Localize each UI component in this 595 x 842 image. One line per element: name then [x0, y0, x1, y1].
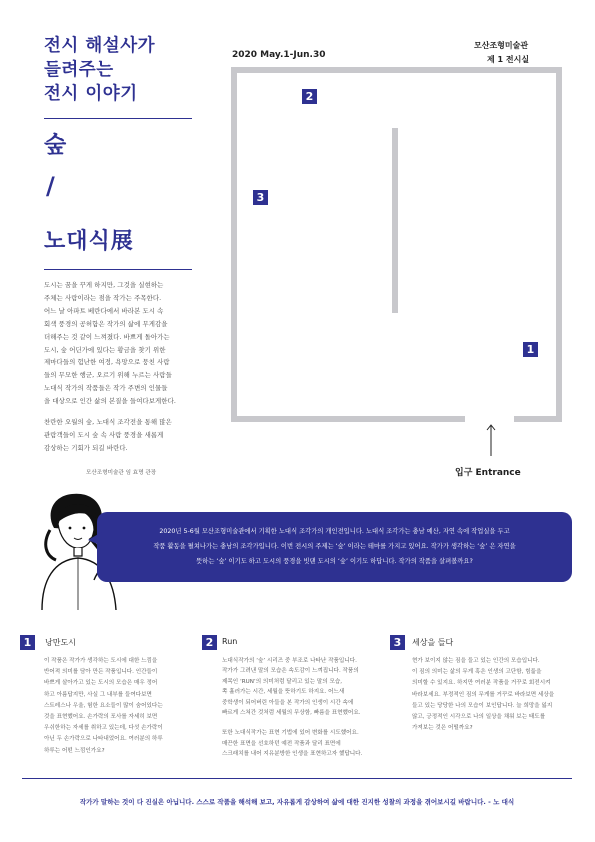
speech-bubble-tail [88, 532, 102, 548]
wall [514, 416, 562, 422]
entrance-arrow-icon [485, 422, 497, 458]
text-line: 감상하는 기회가 되길 바란다. [44, 443, 128, 452]
wall [556, 67, 562, 422]
text-line: 것을 표현했어요. 손가락의 포사를 자세히 보면 [44, 714, 158, 721]
text-line: 가져보는 것은 어떨까요? [412, 725, 473, 732]
speech-bubble [97, 512, 572, 582]
text-line: 더해주는 것 같이 느껴졌다. 바쁘게 돌아가는 [44, 332, 170, 341]
intro-paragraph [44, 416, 194, 455]
text-line: 을 대상으로 인간 삶의 본질을 들여다보게한다. [44, 397, 176, 406]
section-number-badge: 1 [20, 635, 35, 650]
text-line: 작가가 그려낸 말의 모습은 속도감이 느껴집니다. 작품의 [222, 668, 359, 675]
text-line: 이 작품은 작가가 생각하는 도시에 대한 느낌을 [44, 658, 158, 664]
wall [231, 416, 465, 422]
text-line: 반어적 의미를 담아 만든 작품입니다. 인간들이 [44, 669, 158, 676]
intro-paragraph [44, 279, 194, 408]
text-line: 회색 풍경의 공허함은 작가의 삶에 무게감을 [44, 319, 168, 328]
footer-quote: 작가가 말하는 것이 다 진실은 아닙니다. 스스로 작품을 해석해 보고, 자유롭게 감상하여 삶에 대한 진지한 성찰의 과정을 겪어보시길 바랍니다. - 노 대식 [79, 798, 515, 806]
room-number-badge: 2 [302, 89, 317, 104]
section-title: 세상을 들다 [412, 638, 454, 647]
text-line: 노대식작가의 ‘숲’ 시리즈 중 부조로 나타난 작품입니다. [222, 658, 357, 664]
exhibition-slash: / [46, 172, 55, 200]
section-body [412, 656, 582, 734]
divider [44, 269, 192, 270]
footer-divider [22, 778, 572, 779]
page-title [44, 34, 155, 106]
text-line: 스크래치를 내어 지유분방한 인생을 표현하고자 했답니다. [222, 751, 363, 758]
text-line: 중학생이 되어버린 아들을 본 작가의 인생이 시간 속에 [222, 699, 354, 706]
text-line: 의미할 수 있지요. 하지만 여러분 작품을 거꾸로 회전시켜 [412, 680, 551, 687]
text-line: 도시, 숲 어딘가에 있다는 황금을 찾기 위한 [44, 345, 166, 354]
speech-line: 2020년 5-6월 모산조형미술관에서 기획한 노대식 조각가의 개인전입니다. 노대식 조각가는 충남 예산, 자연 속에 작업실을 두고 [159, 528, 510, 535]
text-line: 제목인 ‘RUN’의 의미처럼 달리고 있는 말의 모습, [222, 678, 343, 685]
text-line: 아닌 두 손가락으로 나타내었어요. 여러분의 하루 [44, 736, 163, 743]
section-number-badge: 2 [202, 635, 217, 650]
divider [44, 118, 192, 119]
exhibition-dates: 2020 May.1-Jun.30 [232, 50, 326, 60]
text-line: 하고 아름답지만, 사실 그 내부를 들여다보면 [44, 691, 152, 698]
text-line: 관람객들이 도시 숲 속 사람 풍경을 새롭게 [44, 430, 164, 439]
section-body [44, 656, 209, 757]
text-line: 노대식 작가의 작품들은 작가 주변의 인물들 [44, 384, 168, 393]
section-title: 낭만도시 [45, 638, 76, 647]
text-line: 이 짐의 의미는 삶의 무게 혹은 인생의 고단함, 힘듦을 [412, 669, 542, 676]
wall [231, 67, 562, 73]
text-line: 주체는 사람이라는 점을 작가는 주목한다. [44, 293, 162, 302]
text-line: 빠르게 스쳐간 것처럼 세월의 무상함, 빠름을 표현했어요. [222, 710, 361, 717]
title-line: 전시 이야기 [44, 84, 138, 104]
wall [231, 67, 237, 422]
text-line: 우쉬한하는 자세를 취하고 있는데, 다섯 손가락이 [44, 725, 163, 732]
text-line: 스트레스나 우울, 험한 요소들이 많이 숨어있다는 [44, 702, 163, 709]
text-line: 바쁘게 살아가고 있는 도시의 모습은 매우 정어 [44, 680, 158, 687]
text-line: 찬란한 오월의 숲, 노대식 조각전을 통해 많은 [44, 418, 172, 426]
text-line: 도시는 꿈을 꾸게 하지만, 그것을 실현하는 [44, 281, 164, 289]
title-line: 들려주는 [44, 60, 114, 80]
text-line: 쪽 흘러가는 시간, 세월을 뜻하기도 하지요. 어느새 [222, 689, 345, 696]
room-number-badge: 1 [523, 342, 538, 357]
text-line: 들의 무모한 행군, 오르기 위해 누르는 사람들 [44, 371, 172, 380]
text-line: 않고, 긍정적인 시각으로 나의 일상을 채워 보는 태도를 [412, 714, 546, 721]
room-number-badge: 3 [253, 190, 268, 205]
text-line: 바라보세요. 부정적인 짐의 무게를 거꾸로 바라보면 세상을 [412, 691, 555, 698]
entrance-label: 입구 Entrance [455, 468, 521, 478]
text-line: 하루는 어떤 느낌인가요? [44, 747, 105, 754]
text-line: 매끈한 표면을 선호하던 예전 작품과 달리 표면에 [222, 740, 341, 747]
museum-name: 모산조형미술관 [474, 41, 529, 50]
section-title: Run [222, 637, 238, 646]
director-signature: 모산조형미술관 임 효명 관장 [86, 470, 157, 476]
section-body [222, 656, 392, 760]
speech-line: 작품 활동을 펼쳐나가는 충남의 조각가입니다. 이번 전시의 주제는 ‘숲’ 이라는 테마를 가지고 있어요. 작가가 생각하는 ‘숲’ 은 자연을 [153, 543, 516, 550]
text-line: 또한 노대식작가는 표현 기법에 있어 변화를 시도했어요. [222, 730, 359, 737]
hall-name: 제 1 전시실 [487, 55, 530, 64]
text-line: 현가 보이지 않는 짐을 들고 있는 인간의 모습입니다. [412, 658, 540, 664]
text-line [222, 718, 392, 728]
wall [392, 128, 398, 313]
speech-line: 뜻하는 ‘숲’ 이기도 하고 도시의 풍경을 빗댄 도시의 ‘숲’ 이기도 하답니다. 작가의 작품을 살펴볼까요? [196, 558, 473, 565]
section-number-badge: 3 [390, 635, 405, 650]
exhibition-name-artist: 노대식展 [44, 229, 134, 254]
text-line: 어느 날 아파트 베란다에서 바라본 도시 속 [44, 306, 164, 315]
title-line: 전시 해설사가 [44, 36, 156, 56]
exhibition-name-forest: 숲 [44, 132, 67, 158]
text-line: 제마다들의 험난한 여정, 욕망으로 뭉친 사람 [44, 358, 170, 367]
text-line: 들고 있는 당당한 나의 모습이 보인답니다. 늘 희망을 잃지 [412, 702, 553, 709]
